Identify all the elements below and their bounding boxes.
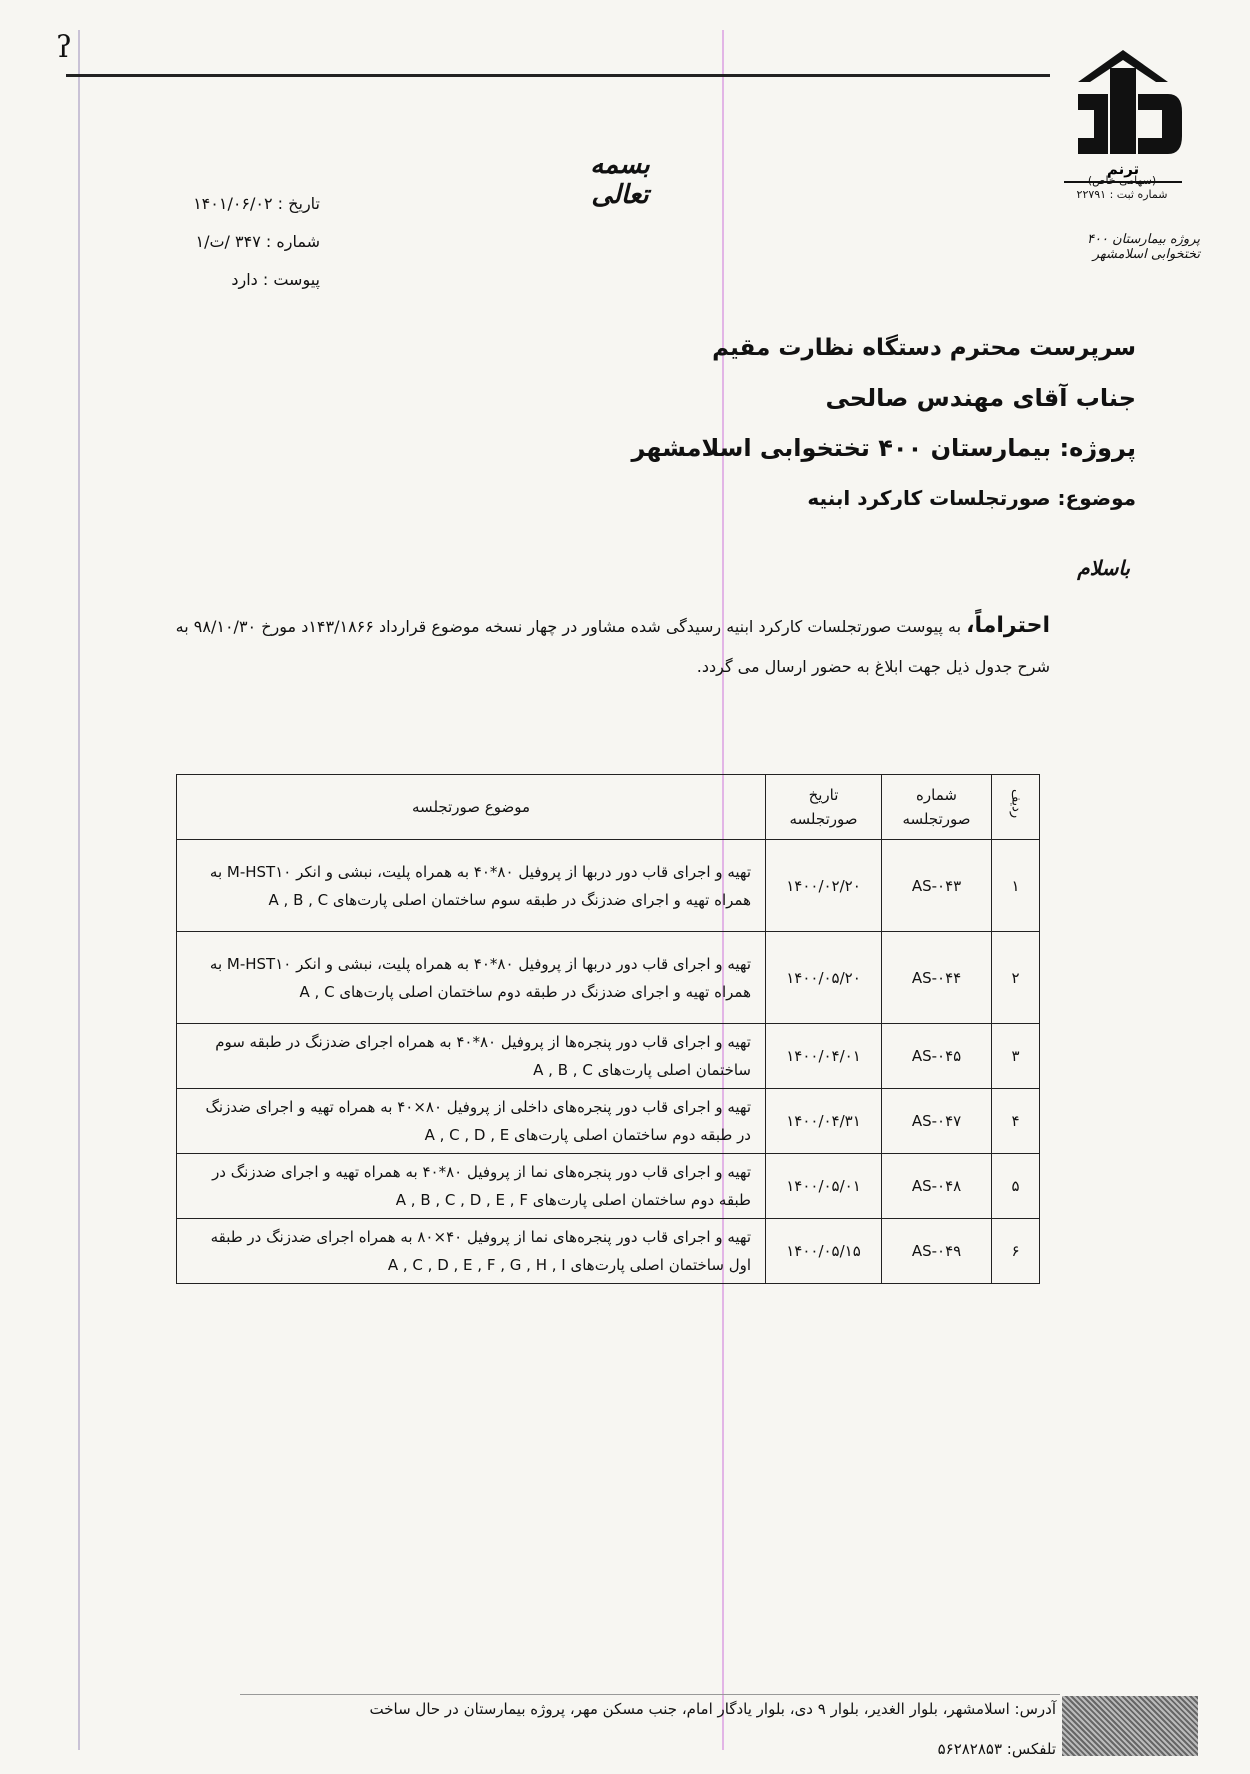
row-date: ۱۴۰۰/۰۵/۰۱ — [766, 1154, 882, 1219]
row-subject: تهیه و اجرای قاب دور پنجره‌های داخلی از پروفیل ۸۰×۴۰ به همراه تهیه و اجرای ضدزنگ در طبقه دوم ساختمان اصلی پارت‌های A , C , D , E — [177, 1089, 766, 1154]
row-number: AS-۰۴۵ — [882, 1024, 992, 1089]
table-row — [177, 1219, 1040, 1284]
basmala: بسمه تعالی — [590, 150, 650, 210]
letter-number: شماره : ۳۴۷ /ت/۱ — [195, 232, 320, 251]
row-subject: تهیه و اجرای قاب دور پنجره‌های نما از پروفیل ۸۰*۴۰ به همراه تهیه و اجرای ضدزنگ در طبقه دوم ساختمان اصلی پارت‌های A , B , C , D , E , F — [177, 1154, 766, 1219]
row-number: AS-۰۴۹ — [882, 1219, 992, 1284]
row-index: ۵ — [992, 1154, 1040, 1219]
row-index: ۶ — [992, 1219, 1040, 1284]
letter-date: تاریخ : ۱۴۰۱/۰۶/۰۲ — [193, 194, 320, 213]
logo-text: ترنم — [1106, 160, 1140, 178]
row-index: ۳ — [992, 1024, 1040, 1089]
body-paragraph: به پیوست صورتجلسات کارکرد ابنیه رسیدگی شده مشاور در چهار نسخه موضوع قرارداد ۱۴۳/۱۸۶۶د مورخ ۹۸/۱۰/۳۰ به شرح جدول ذیل جهت ابلاغ به حضور ارسال می گردد. — [175, 617, 1050, 676]
corner-mark: ʔ — [56, 30, 73, 65]
header-number: شماره صورتجلسه — [882, 775, 992, 840]
table-row — [177, 932, 1040, 1024]
row-subject: تهیه و اجرای قاب دور پنجره‌های نما از پروفیل ۴۰×۸۰ به همراه اجرای ضدزنگ در طبقه اول ساختمان اصلی پارت‌های A , C , D , E , F , G , H , I — [177, 1219, 766, 1284]
table-row — [177, 1154, 1040, 1219]
row-subject: تهیه و اجرای قاب دور دربها از پروفیل ۸۰*۴۰ به همراه پلیت، نبشی و انکر M-HST۱۰ به همراه تهیه و اجرای ضدزنگ در طبقه دوم ساختمان اصلی پارت‌های A , C — [177, 932, 766, 1024]
row-subject: تهیه و اجرای قاب دور پنجره‌ها از پروفیل ۸۰*۴۰ به همراه اجرای ضدزنگ در طبقه سوم ساختمان اصلی پارت‌های A , B , C — [177, 1024, 766, 1089]
row-number: AS-۰۴۷ — [882, 1089, 992, 1154]
salutation: باسلام — [1077, 556, 1130, 580]
recipient-title: سرپرست محترم دستگاه نظارت مقیم — [712, 335, 1136, 361]
project-line: پروژه: بیمارستان ۴۰۰ تختخوابی اسلامشهر — [631, 434, 1136, 462]
greeting: احتراماً، — [966, 613, 1050, 638]
row-date: ۱۴۰۰/۰۵/۱۵ — [766, 1219, 882, 1284]
table-row — [177, 1089, 1040, 1154]
recipient-block — [600, 330, 1136, 530]
company-logo — [1058, 42, 1188, 192]
row-date: ۱۴۰۰/۰۵/۲۰ — [766, 932, 882, 1024]
project-note: پروژه بیمارستان ۴۰۰ تختخوابی اسلامشهر — [1087, 232, 1200, 262]
row-number: AS-۰۴۴ — [882, 932, 992, 1024]
row-number: AS-۰۴۳ — [882, 840, 992, 932]
row-date: ۱۴۰۰/۰۲/۲۰ — [766, 840, 882, 932]
logo-subtitle — [1056, 174, 1188, 202]
row-index: ۴ — [992, 1089, 1040, 1154]
scan-artifact-line — [78, 30, 80, 1750]
row-subject: تهیه و اجرای قاب دور دربها از پروفیل ۸۰*۴۰ به همراه پلیت، نبشی و انکر M-HST۱۰ به همراه تهیه و اجرای ضدزنگ در طبقه سوم ساختمان اصلی پارت‌های A , B , C — [177, 840, 766, 932]
table-row — [177, 840, 1040, 932]
footer-telfax: تلفکس: ۵۶۲۸۲۸۵۳ — [937, 1740, 1056, 1758]
row-date: ۱۴۰۰/۰۴/۳۱ — [766, 1089, 882, 1154]
letter-body — [150, 606, 1050, 687]
footer-rule — [240, 1694, 1060, 1695]
letter-attachment: پیوست : دارد — [231, 270, 320, 289]
logo-sub-type: (سهامی خاص) — [1087, 174, 1157, 187]
recipient-name: جناب آقای مهندس صالحی — [825, 384, 1136, 412]
header-subject: موضوع صورتجلسه — [177, 775, 766, 840]
row-number: AS-۰۴۸ — [882, 1154, 992, 1219]
row-index: ۱ — [992, 840, 1040, 932]
header-date: تاریخ صورتجلسه — [766, 775, 882, 840]
qr-code-icon — [1062, 1696, 1198, 1756]
subject-line: موضوع: صورتجلسات کارکرد ابنیه — [807, 486, 1136, 510]
letter-meta — [150, 190, 320, 304]
header-index: ردیف — [992, 775, 1040, 840]
header-rule — [66, 74, 1050, 77]
row-index: ۲ — [992, 932, 1040, 1024]
table-header-row — [177, 775, 1040, 840]
minutes-table — [176, 774, 1040, 1284]
logo-sub-reg: شماره ثبت : ۲۲۷۹۱ — [1076, 188, 1168, 201]
footer-address: آدرس: اسلامشهر، بلوار الغدیر، بلوار ۹ دی، بلوار یادگار امام، جنب مسکن مهر، پروژه بیمارستان در حال ساخت — [369, 1700, 1056, 1718]
table-row — [177, 1024, 1040, 1089]
row-date: ۱۴۰۰/۰۴/۰۱ — [766, 1024, 882, 1089]
